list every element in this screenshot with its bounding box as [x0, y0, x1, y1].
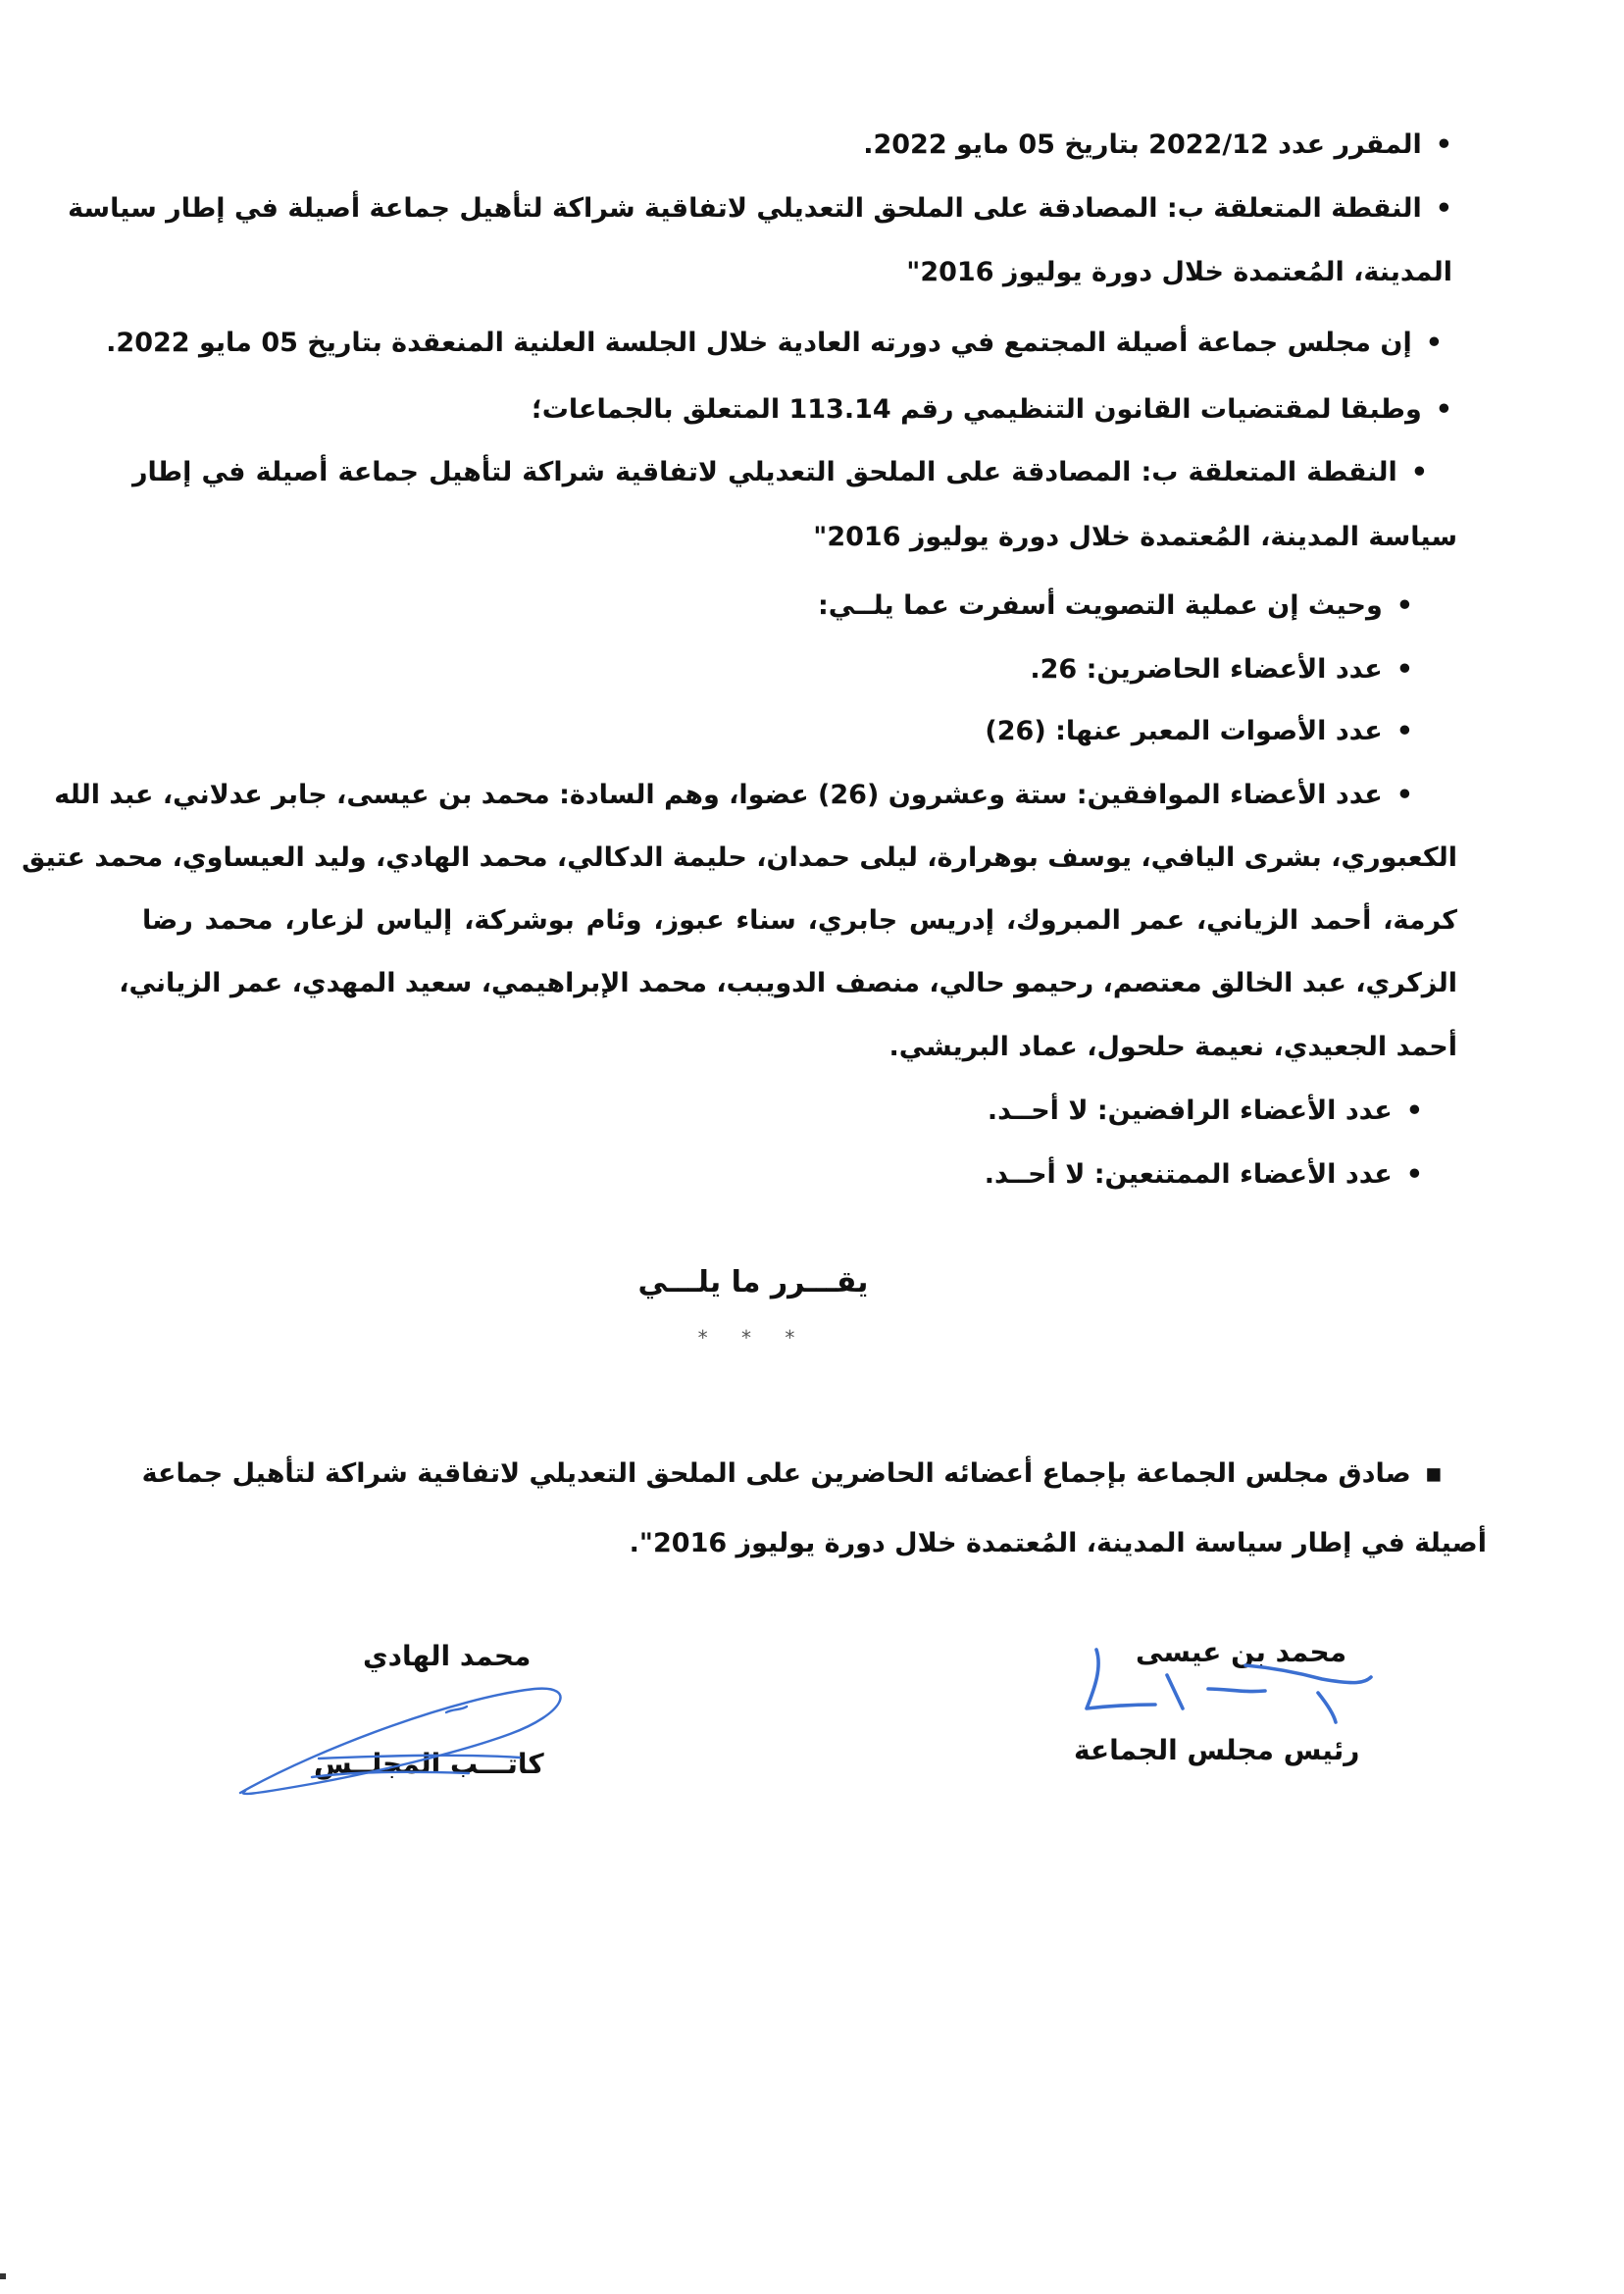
resolution-line-1 — [142, 1454, 1443, 1494]
doc-line-16 — [988, 1092, 1423, 1131]
line-text: وطبقا لمقتضيات القانون التنظيمي رقم 113.14 المتعلق بالجماعات؛ — [531, 394, 1422, 425]
doc-line-4 — [106, 324, 1443, 363]
line-text: النقطة المتعلقة ب: المصادقة على الملحق التعديلي لاتفاقية شراكة لتأهيل جماعة أصيلة في إطار — [132, 457, 1397, 487]
doc-line-12 — [22, 839, 1457, 878]
doc-line-9 — [1030, 650, 1413, 689]
bullet: • — [1425, 328, 1443, 358]
line-text: كرمة، أحمد الزياني، عمر المبروك، إدريس جابري، سناء عبوز، وئام بوشركة، إلياس لزعار، محمد رضا — [142, 905, 1457, 936]
line-text: عدد الأعضاء الرافضين: لا أحــد. — [987, 1096, 1393, 1126]
line-text: الكعبوري، بشرى اليافي، يوسف بوهرارة، ليلى حمدان، حليمة الدكالي، محمد الهادي، وليد العيساوي، محمد عتيق — [22, 842, 1457, 873]
line-text: صادق مجلس الجماعة بإجماع أعضائه الحاضرين على الملحق التعديلي لاتفاقية شراكة لتأهيل جماعة — [141, 1458, 1411, 1489]
decision-heading: يقـــرر ما يلـــي — [637, 1265, 869, 1300]
line-text: المدينة، المُعتمدة خلال دورة يوليوز 2016" — [906, 257, 1452, 287]
doc-line-2 — [68, 189, 1452, 229]
bullet: • — [1405, 1096, 1423, 1126]
bullet: • — [1435, 394, 1452, 425]
president-role: رئيس مجلس الجماعة — [1074, 1734, 1360, 1766]
resolution-line-2 — [630, 1524, 1487, 1563]
doc-line-17 — [985, 1155, 1423, 1195]
bullet: ▪ — [1424, 1458, 1443, 1489]
line-text: أحمد الجعيدي، نعيمة حلحول، عماد البريشي. — [888, 1032, 1457, 1062]
bullet: • — [1396, 654, 1413, 685]
line-text: عدد الأعضاء الموافقين: ستة وعشرون (26) عضوا، وهم السادة: محمد بن عيسى، جابر عدلاني، عبد الله — [54, 780, 1383, 810]
decision-stars: * * * — [697, 1326, 809, 1350]
bullet: • — [1396, 590, 1413, 621]
line-text: الزكري، عبد الخالق معتصم، رحيمو حالي، منصف الدويبب، محمد الإبراهيمي، سعيد المهدي، عمر الزياني، — [119, 968, 1457, 998]
line-text: المقرر عدد 2022/12 بتاريخ 05 مايو 2022. — [863, 129, 1422, 160]
doc-line-8 — [818, 586, 1413, 626]
doc-line-14 — [119, 964, 1457, 1003]
bullet: • — [1410, 457, 1428, 487]
bullet: • — [1405, 1159, 1423, 1190]
doc-line-1 — [863, 126, 1452, 165]
secretary-name: محمد الهادي — [363, 1640, 532, 1672]
secretary-role: كاتـــب المجلــس — [314, 1748, 544, 1780]
line-text: إن مجلس جماعة أصيلة المجتمع في دورته العادية خلال الجلسة العلنية المنعقدة بتاريخ 05 مايو 2022. — [106, 328, 1412, 358]
bullet: • — [1396, 716, 1413, 746]
scan-corner-mark — [0, 2273, 6, 2279]
bullet: • — [1435, 129, 1452, 160]
line-text: عدد الأعضاء الحاضرين: 26. — [1030, 654, 1383, 685]
line-text: سياسة المدينة، المُعتمدة خلال دورة يوليوز 2016" — [813, 522, 1457, 552]
line-text: النقطة المتعلقة ب: المصادقة على الملحق التعديلي لاتفاقية شراكة لتأهيل جماعة أصيلة في إطار سياسة — [68, 193, 1422, 224]
line-text: وحيث إن عملية التصويت أسفرت عما يلــي: — [817, 590, 1383, 621]
doc-line-5 — [532, 390, 1452, 430]
line-text: أصيلة في إطار سياسة المدينة، المُعتمدة خلال دورة يوليوز 2016". — [629, 1528, 1487, 1558]
doc-line-6 — [132, 453, 1428, 492]
doc-line-10 — [985, 712, 1413, 751]
doc-line-13 — [142, 901, 1457, 941]
bullet: • — [1396, 780, 1413, 810]
doc-line-11 — [54, 776, 1413, 815]
doc-line-7 — [813, 518, 1457, 557]
doc-line-3 — [906, 253, 1452, 292]
bullet: • — [1435, 193, 1452, 224]
line-text: عدد الأعضاء الممتنعين: لا أحــد. — [984, 1159, 1393, 1190]
president-name: محمد بن عيسى — [1136, 1636, 1347, 1668]
doc-line-15 — [889, 1028, 1458, 1067]
line-text: عدد الأصوات المعبر عنها: (26) — [985, 716, 1383, 746]
